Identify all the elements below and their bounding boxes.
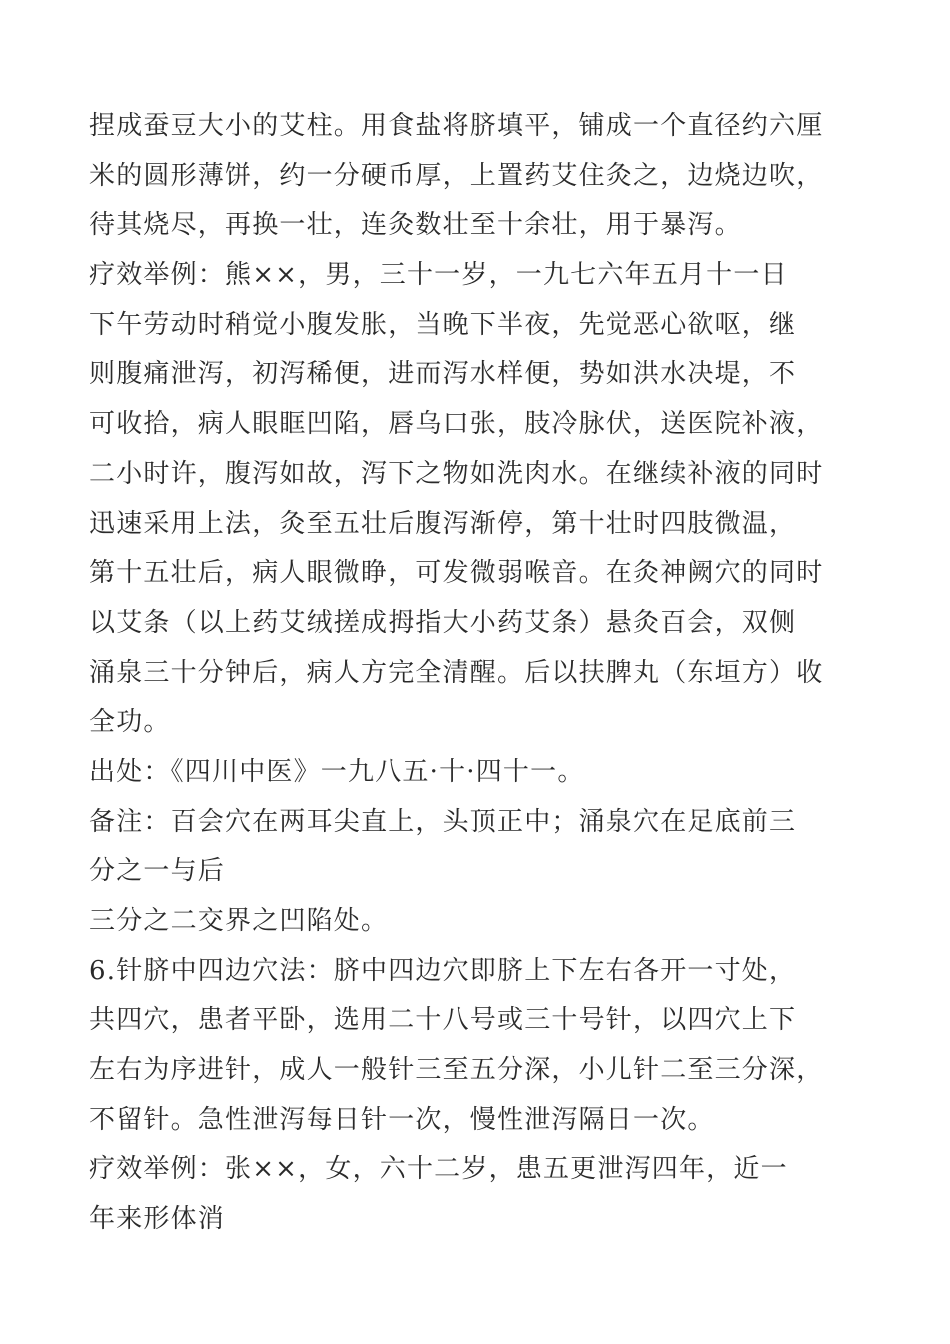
paragraph-line: 迅速采用上法，灸至五壮后腹泻渐停，第十壮时四肢微温， xyxy=(89,508,797,539)
paragraph-line: 涌泉三十分钟后，病人方完全清醒。后以扶脾丸（东垣方）收 xyxy=(89,657,824,688)
paragraph-line: 米的圆形薄饼，约一分硬币厚，上置药艾住灸之，边烧边吹， xyxy=(89,160,824,191)
note-line: 三分之二交界之凹陷处。 xyxy=(89,906,389,936)
paragraph-line: 可收拾，病人眼眶凹陷，唇乌口张，肢冷脉伏，送医院补液， xyxy=(89,409,824,440)
paragraph-line: 年来形体消 xyxy=(89,1204,226,1235)
paragraph-line: 第十五壮后，病人眼微睁，可发微弱喉音。在灸神阙穴的同时 xyxy=(89,558,824,589)
paragraph-line: 下午劳动时稍觉小腹发胀，当晚下半夜，先觉恶心欲呕，继 xyxy=(89,309,797,340)
paragraph-line: 共四穴，患者平卧，选用二十八号或三十号针，以四穴上下 xyxy=(89,1005,797,1036)
paragraph-line: 以艾条（以上药艾绒搓成拇指大小药艾条）悬灸百会，双侧 xyxy=(89,607,797,638)
source-line: 出处：《四川中医》一九八五·十·四十一。 xyxy=(89,756,585,787)
case-example-line: 疗效举例：张××，女，六十二岁，患五更泄泻四年，近一 xyxy=(89,1154,788,1185)
note-line: 分之一与后 xyxy=(89,856,226,887)
case-example-line: 疗效举例：熊××，男，三十一岁，一九七六年五月十一日 xyxy=(89,260,788,291)
paragraph-line: 二小时许，腹泻如故，泻下之物如洗肉水。在继续补液的同时 xyxy=(89,458,824,489)
paragraph-line: 不留针。急性泄泻每日针一次，慢性泄泻隔日一次。 xyxy=(89,1104,715,1135)
paragraph-line: 左右为序进针，成人一般针三至五分深，小儿针二至三分深， xyxy=(89,1055,824,1086)
section-heading-line: 6.针脐中四边穴法：脐中四边穴即脐上下左右各开一寸处， xyxy=(89,955,797,986)
note-line: 备注：百会穴在两耳尖直上，头顶正中；涌泉穴在足底前三 xyxy=(89,806,797,837)
paragraph-line: 则腹痛泄泻，初泻稀便，进而泻水样便，势如洪水决堤，不 xyxy=(89,359,797,390)
paragraph-line: 待其烧尽，再换一壮，连灸数壮至十余壮，用于暴泻。 xyxy=(89,210,742,241)
paragraph-line: 全功。 xyxy=(89,707,171,738)
paragraph-line: 捏成蚕豆大小的艾柱。用食盐将脐填平，铺成一个直径约六厘 xyxy=(89,111,824,141)
document-page xyxy=(89,102,869,1245)
